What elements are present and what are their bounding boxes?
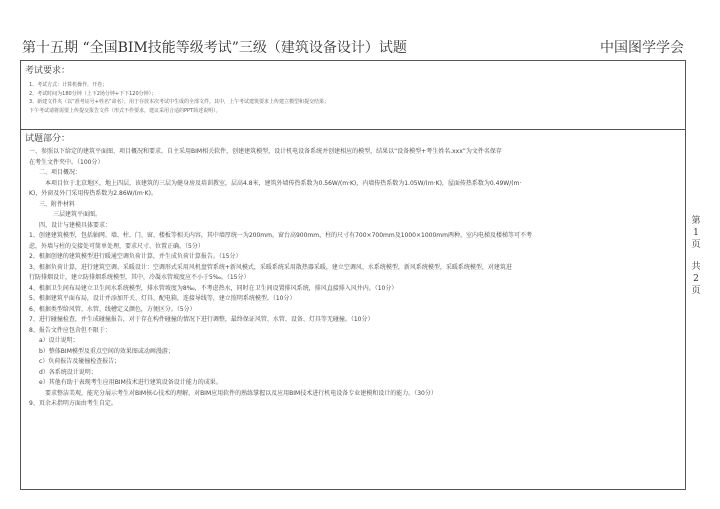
page-indicator-char: 共 <box>691 262 701 272</box>
organization-name: 中国图学学会 <box>600 40 684 56</box>
question-line: 5、根据建筑平面布局，设计并添加开关、灯具、配电箱，连接导线等，建立照明系统模型。（10分） <box>29 295 296 302</box>
requirement-line: 1、考试方式：计算机操作，开卷； <box>29 82 108 88</box>
question-line: 4、根据卫生间布局建立卫生间水系统模型，排水管坡度为8‰，不考虑热水，同时在卫生间设置排风系统，排风直接排入风井内。（10分） <box>29 284 398 292</box>
question-line: 要求整洁美观，能充分展示考生对BIM核心技术的理解，对BIM应用软件的熟练掌握以及应用BIM技术进行机电设备专业建模和设计的能力。（30分） <box>45 389 437 397</box>
requirements-title: 考试要求： <box>25 66 71 76</box>
page-indicator-char: 2 <box>693 274 699 284</box>
report-item: e）其他有助于表现考生应用BIM技术进行建筑设备设计能力的成果。 <box>39 379 222 386</box>
report-item: d）各系统设计说明； <box>39 368 97 376</box>
page-indicator-char: 第 <box>691 216 701 226</box>
question-line: 2、根据创建的建筑模型进行暖通空调负荷计算，并生成负荷计算报告。（15分） <box>29 253 242 260</box>
header <box>20 38 686 60</box>
question-line: 行防排烟设计，建立防排烟系统模型，其中，冷凝水管坡度应不小于5‰。（15分） <box>29 274 250 281</box>
requirement-line: 下午考试请将需要上传提交报告文件（形式不作要求，建议采用合适的PPT简述说明）。 <box>29 107 221 114</box>
question-line: 虑，外墙与柱的交接处可简单处理，要求尺寸、位置正确。（5分） <box>29 242 204 250</box>
exam-frame <box>20 60 686 490</box>
questions-title: 试题部分： <box>25 134 71 144</box>
question-line: 三层建筑平面图。 <box>53 211 102 218</box>
question-line: 本项目位于北京地区，地上四层，该建筑的三层为健身房及培训教室，层高4.8米，建筑外墙传热系数为0.56W/(m·K)，内墙传热系数为1.05W/(m·K)，屋面传热系数为0.49W/(m· <box>45 179 522 187</box>
page-indicator-char: 页 <box>691 240 701 250</box>
questions-lines <box>29 147 677 410</box>
section-heading: 三、附件材料 <box>39 200 76 208</box>
question-line: 8、报告文件应包含但不限于： <box>29 326 111 334</box>
question-line: 6、根据类型给风管、水管、线槽定义颜色，方便区分。（5分） <box>29 305 196 313</box>
report-item: a）设计说明； <box>39 337 79 344</box>
requirements-lines <box>29 81 679 115</box>
question-line: 9、页余未指明方面由考生自定。 <box>29 400 117 407</box>
question-line: 3、根据负荷计算，进行建筑空调、采暖设计：空调形式采用风机盘管系统+新风模式，采暖系统采用散热器采暖，建立空调风、水系统模型，新风系统模型，采暖系统模型，对建筑进 <box>29 263 512 271</box>
requirements-section <box>21 61 685 130</box>
question-line: 7、进行碰撞检查，并生成碰撞报告，对于存在构件碰撞的情况下进行调整，最终保证风管、水管、设备、灯具等无碰撞。（10分） <box>29 316 374 323</box>
question-line: 在考生文件夹中。（100分） <box>29 158 104 166</box>
section-heading: 四、设计与建模具体要求： <box>39 221 112 229</box>
exam-title: 第十五期 “全国BIM技能等级考试”三级（建筑设备设计）试题 <box>22 40 407 56</box>
question-line: K)，外窗及外门采用传热系数为2.86W/(m·K)。 <box>29 190 157 197</box>
requirement-line: 3、新建文件夹（以“准考证号+姓名”命名），用于存放本次考试中生成的全部文件。其中，上午考试建筑要求上传建立模型和提交结果； <box>29 99 330 106</box>
page-indicator <box>689 215 703 297</box>
requirement-line: 2、考试时间为180分钟（上下2场分钟+下下120分钟）； <box>29 90 157 97</box>
question-line: 一、参照以下给定的建筑平面图、项目概况和要求，自主采用BIM相关软件，创建建筑模型，设计机电设备系统并创建相应的模型，结果以“设备模型+考生姓名.xxx”为文件名保存 <box>29 148 502 155</box>
question-line: 1、创建建筑模型，包括轴网、墙、柱、门、窗、楼板等相关内容，其中墙厚统一为200mm，窗台高900mm，柱的尺寸有700×700mm及1000×1000mm两种，室内电梯及楼梯等可不考 <box>29 232 532 239</box>
section-heading: 二、项目概况： <box>39 169 82 176</box>
page-indicator-char: 页 <box>691 286 701 296</box>
report-item: b）整体BIM模型及重点空间的效果图或动画漫游； <box>39 347 174 355</box>
page-indicator-char: 1 <box>693 228 699 238</box>
report-item: c）负荷报告及碰撞检查报告； <box>39 358 121 365</box>
